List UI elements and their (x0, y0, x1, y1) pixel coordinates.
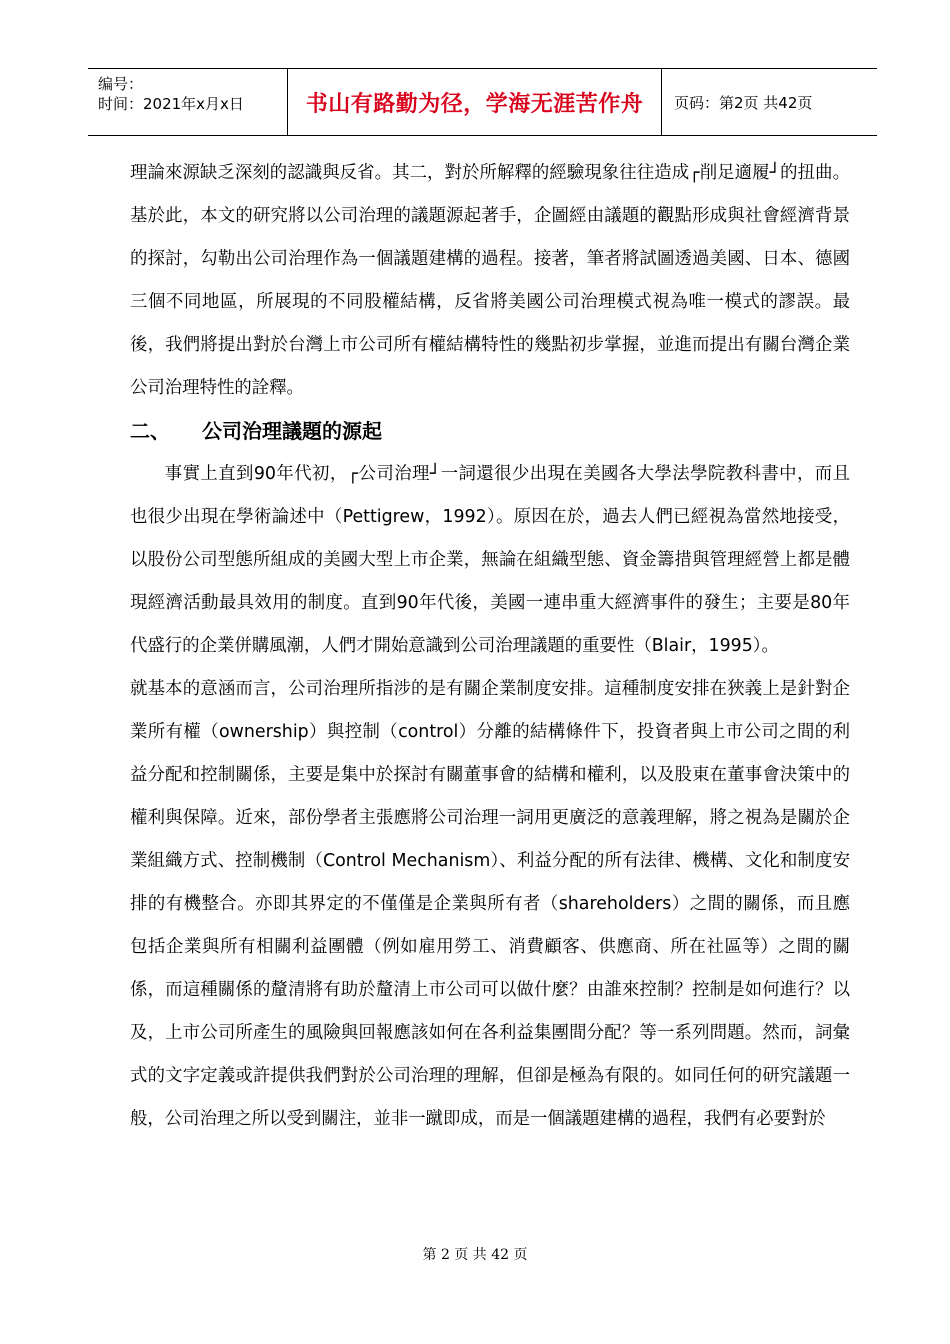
document-number-label: 编号： (98, 75, 144, 93)
header-page-label: 页码：第2页 共42页 (674, 93, 813, 112)
paragraph-1: 理論來源缺乏深刻的認識與反省。其二，對於所解釋的經驗現象往往造成┌削足適履┘的扭曲。基於此，本文的研究將以公司治理的議題源起著手，企圖經由議題的觀點形成與社會經濟背景的探討，勾勒出公司治理作為一個議題建構的過程。接著，筆者將試圖透過美國、日本、德國三個不同地區，所展現的不同股權結構，反省將美國公司治理模式視為唯一模式的謬誤。最後，我們將提出對於台灣上市公司所有權結構特性的幾點初步掌握，並進而提出有關台灣企業公司治理特性的詮釋。 (130, 163, 850, 398)
paragraph-3: 就基本的意涵而言，公司治理所指涉的是有關企業制度安排。這種制度安排在狹義上是針對企業所有權（ownership）與控制（control）分離的結構條件下，投資者與上市公司之間的利益分配和控制關係，主要是集中於探討有關董事會的結構和權利，以及股東在董事會決策中的權利與保障。近來，部份學者主張應將公司治理一詞用更廣泛的意義理解，將之視為是關於企業組織方式、控制機制（Control Mechanism）、利益分配的所有法律、機構、文化和制度安排的有機整合。亦即其界定的不僅僅是企業與所有者（shareholders）之間的關係，而且應包括企業與所有相關利益團體（例如雇用勞工、消費顧客、供應商、所在社區等）之間的關係，而這種關係的釐清將有助於釐清上市公司可以做什麼？由誰來控制？控制是如何進行？以及，上市公司所產生的風險與回報應該如何在各利益集團間分配？等一系列問題。然而，詞彙式的文字定義或許提供我們對於公司治理的理解，但卻是極為有限的。如同任何的研究議題一般，公司治理之所以受到關注，並非一蹴即成，而是一個議題建構的過程，我們有必要對於 (130, 679, 850, 1129)
section-heading-number: 二、 (130, 419, 170, 443)
paragraph-2: 事實上直到90年代初，┌公司治理┘一詞還很少出現在美國各大學法學院教科書中，而且也很少出現在學術論述中（Pettigrew，1992）。原因在於，過去人們已經視為當然地接受，以股份公司型態所組成的美國大型上市企業，無論在組織型態、資金籌措與管理經營上都是體現經濟活動最具效用的制度。直到90年代後，美國一連串重大經濟事件的發生；主要是80年代盛行的企業併購風潮，人們才開始意識到公司治理議題的重要性（Blair，1995）。 (130, 464, 850, 656)
page-footer: 第 2 页 共 42 页 (422, 1247, 528, 1263)
header-info-cell (88, 69, 288, 135)
document-time-label: 时间：2021年x月x日 (98, 95, 244, 113)
section-heading-text: 公司治理議題的源起 (202, 419, 382, 443)
page-header (88, 68, 877, 136)
header-motto: 书山有路勤为径，学海无涯苦作舟 (288, 69, 662, 135)
document-body (130, 152, 850, 1141)
section-heading (130, 410, 850, 453)
